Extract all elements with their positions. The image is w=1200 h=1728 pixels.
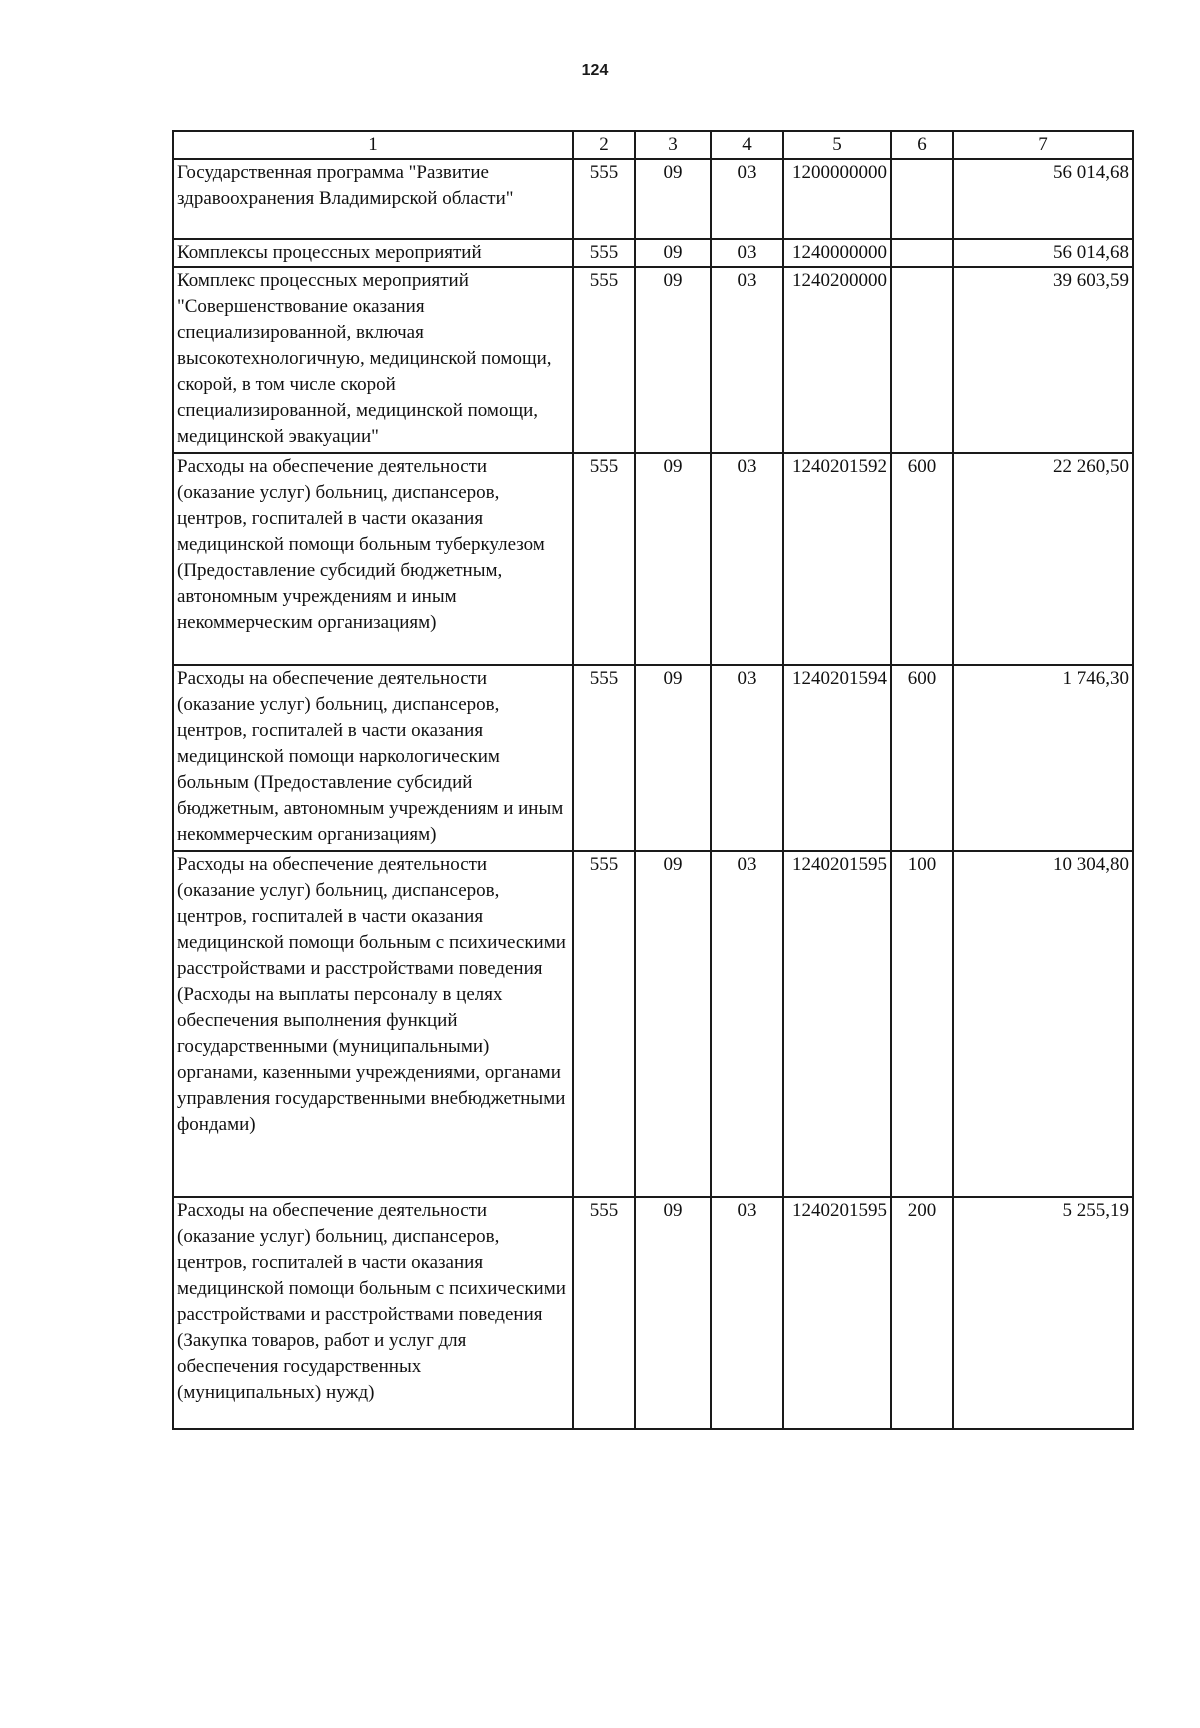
row-name: Комплексы процессных мероприятий	[173, 239, 573, 267]
row-col3: 09	[635, 665, 711, 851]
row-col2: 555	[573, 851, 635, 1197]
row-name: Расходы на обеспечение деятельности (оказание услуг) больниц, диспансеров, центров, госпиталей в части оказания медицинской помощи наркологическим больным (Предоставление субсидий бюджетным, автономным учреждениям и иным некоммерческим организациям)	[173, 665, 573, 851]
row-col5: 1240000000	[783, 239, 891, 267]
budget-table	[172, 130, 1134, 1430]
page-number: 124	[581, 62, 609, 79]
table-row	[173, 453, 1133, 665]
row-name: Расходы на обеспечение деятельности (оказание услуг) больниц, диспансеров, центров, госпиталей в части оказания медицинской помощи больным с психическими расстройствами и расстройствами поведения (Закупка товаров, работ и услуг для обеспечения государственных (муниципальных) нужд)	[173, 1197, 573, 1429]
row-col6	[891, 159, 953, 239]
row-col5: 1240201592	[783, 453, 891, 665]
table-row	[173, 267, 1133, 453]
column-header-6: 6	[891, 131, 953, 159]
row-col4: 03	[711, 665, 783, 851]
row-name: Комплекс процессных мероприятий "Совершенствование оказания специализированной, включая высокотехнологичную, медицинской помощи, скорой, в том числе скорой специализированной, медицинской помощи, медицинской эвакуации"	[173, 267, 573, 453]
table-row	[173, 851, 1133, 1197]
row-amount: 1 746,30	[953, 665, 1133, 851]
row-col3: 09	[635, 1197, 711, 1429]
row-col5: 1240201595	[783, 1197, 891, 1429]
row-col4: 03	[711, 453, 783, 665]
row-col3: 09	[635, 239, 711, 267]
row-col4: 03	[711, 267, 783, 453]
row-amount: 5 255,19	[953, 1197, 1133, 1429]
table-row	[173, 665, 1133, 851]
row-name: Расходы на обеспечение деятельности (оказание услуг) больниц, диспансеров, центров, госпиталей в части оказания медицинской помощи больным с психическими расстройствами и расстройствами поведения (Расходы на выплаты персоналу в целях обеспечения выполнения функций государственными (муниципальными) органами, казенными учреждениями, органами управления государственными внебюджетными фондами)	[173, 851, 573, 1197]
row-col2: 555	[573, 1197, 635, 1429]
column-header-7: 7	[953, 131, 1133, 159]
row-col6	[891, 239, 953, 267]
row-amount: 10 304,80	[953, 851, 1133, 1197]
row-col3: 09	[635, 851, 711, 1197]
column-header-5: 5	[783, 131, 891, 159]
row-col6: 200	[891, 1197, 953, 1429]
row-col3: 09	[635, 453, 711, 665]
row-col5: 1240200000	[783, 267, 891, 453]
row-col5: 1200000000	[783, 159, 891, 239]
table-row	[173, 239, 1133, 267]
column-header-3: 3	[635, 131, 711, 159]
row-col3: 09	[635, 267, 711, 453]
row-col2: 555	[573, 267, 635, 453]
row-amount: 39 603,59	[953, 267, 1133, 453]
row-name: Расходы на обеспечение деятельности (оказание услуг) больниц, диспансеров, центров, госпиталей в части оказания медицинской помощи больным туберкулезом (Предоставление субсидий бюджетным, автономным учреждениям и иным некоммерческим организациям)	[173, 453, 573, 665]
row-col2: 555	[573, 665, 635, 851]
row-col6: 600	[891, 665, 953, 851]
row-col4: 03	[711, 851, 783, 1197]
table-row	[173, 159, 1133, 239]
row-col2: 555	[573, 159, 635, 239]
row-col4: 03	[711, 239, 783, 267]
row-amount: 56 014,68	[953, 159, 1133, 239]
table-header-row	[173, 131, 1133, 159]
row-col4: 03	[711, 1197, 783, 1429]
column-header-2: 2	[573, 131, 635, 159]
row-col3: 09	[635, 159, 711, 239]
row-col4: 03	[711, 159, 783, 239]
row-col2: 555	[573, 239, 635, 267]
row-col5: 1240201595	[783, 851, 891, 1197]
column-header-4: 4	[711, 131, 783, 159]
row-col5: 1240201594	[783, 665, 891, 851]
row-amount: 56 014,68	[953, 239, 1133, 267]
row-amount: 22 260,50	[953, 453, 1133, 665]
row-col6: 600	[891, 453, 953, 665]
table-row	[173, 1197, 1133, 1429]
row-name: Государственная программа "Развитие здравоохранения Владимирской области"	[173, 159, 573, 239]
row-col6	[891, 267, 953, 453]
column-header-1: 1	[173, 131, 573, 159]
row-col6: 100	[891, 851, 953, 1197]
row-col2: 555	[573, 453, 635, 665]
